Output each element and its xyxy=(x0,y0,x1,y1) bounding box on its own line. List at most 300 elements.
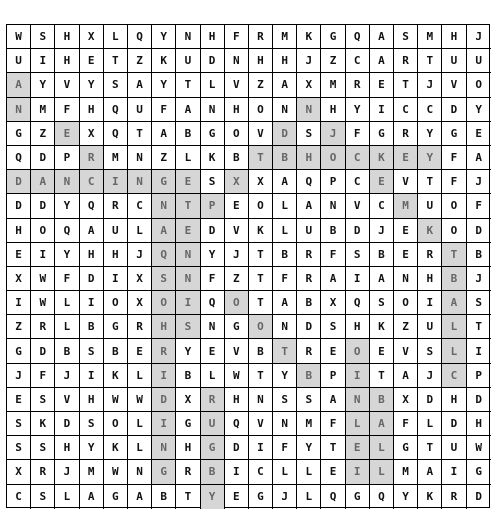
grid-cell[interactable]: Q xyxy=(297,170,321,194)
grid-cell[interactable]: S xyxy=(297,122,321,146)
grid-cell[interactable]: Z xyxy=(152,146,176,170)
grid-cell[interactable]: X xyxy=(128,291,152,315)
grid-cell[interactable]: F xyxy=(225,25,249,49)
grid-cell[interactable]: K xyxy=(104,364,128,388)
grid-cell[interactable]: C xyxy=(442,364,466,388)
grid-cell[interactable]: N xyxy=(249,388,273,412)
grid-cell[interactable]: E xyxy=(7,388,31,412)
grid-cell[interactable]: R xyxy=(297,339,321,363)
grid-cell[interactable]: B xyxy=(104,339,128,363)
grid-cell[interactable]: L xyxy=(104,25,128,49)
grid-cell[interactable]: N xyxy=(128,460,152,484)
grid-cell[interactable]: H xyxy=(297,146,321,170)
grid-cell[interactable]: X xyxy=(80,122,104,146)
grid-cell[interactable]: S xyxy=(7,412,31,436)
grid-cell[interactable]: Y xyxy=(418,122,442,146)
grid-cell[interactable]: E xyxy=(201,339,225,363)
grid-cell[interactable]: F xyxy=(273,436,297,460)
grid-cell[interactable]: T xyxy=(104,49,128,73)
grid-cell[interactable]: E xyxy=(176,170,200,194)
grid-cell[interactable]: S xyxy=(394,25,418,49)
grid-cell[interactable]: V xyxy=(225,73,249,97)
grid-cell[interactable]: H xyxy=(225,388,249,412)
grid-cell[interactable]: U xyxy=(418,194,442,218)
grid-cell[interactable]: P xyxy=(55,146,79,170)
grid-cell[interactable]: R xyxy=(418,243,442,267)
grid-cell[interactable]: O xyxy=(442,219,466,243)
grid-cell[interactable]: O xyxy=(225,122,249,146)
grid-cell[interactable]: F xyxy=(321,243,345,267)
grid-cell[interactable]: A xyxy=(80,219,104,243)
grid-cell[interactable]: K xyxy=(297,25,321,49)
grid-cell[interactable]: T xyxy=(249,146,273,170)
grid-cell[interactable]: A xyxy=(370,412,394,436)
grid-cell[interactable]: T xyxy=(418,436,442,460)
grid-cell[interactable]: L xyxy=(418,412,442,436)
grid-cell[interactable]: Q xyxy=(201,291,225,315)
grid-cell[interactable]: U xyxy=(104,219,128,243)
grid-cell[interactable]: M xyxy=(31,98,55,122)
grid-cell[interactable]: M xyxy=(80,460,104,484)
grid-cell[interactable]: U xyxy=(467,49,491,73)
grid-cell[interactable]: O xyxy=(249,315,273,339)
grid-cell[interactable]: H xyxy=(80,388,104,412)
grid-cell[interactable]: H xyxy=(225,98,249,122)
grid-cell[interactable]: N xyxy=(201,315,225,339)
grid-cell[interactable]: L xyxy=(297,485,321,509)
grid-cell[interactable]: G xyxy=(152,460,176,484)
grid-cell[interactable]: R xyxy=(249,25,273,49)
grid-cell[interactable]: N xyxy=(273,412,297,436)
grid-cell[interactable]: I xyxy=(442,460,466,484)
grid-cell[interactable]: S xyxy=(370,291,394,315)
grid-cell[interactable]: D xyxy=(201,49,225,73)
grid-cell[interactable]: Y xyxy=(467,98,491,122)
grid-cell[interactable]: I xyxy=(176,291,200,315)
grid-cell[interactable]: A xyxy=(321,267,345,291)
grid-cell[interactable]: J xyxy=(55,364,79,388)
grid-cell[interactable]: T xyxy=(273,339,297,363)
grid-cell[interactable]: Z xyxy=(249,73,273,97)
grid-cell[interactable]: L xyxy=(370,460,394,484)
grid-cell[interactable]: K xyxy=(418,219,442,243)
grid-cell[interactable]: C xyxy=(346,146,370,170)
grid-cell[interactable]: G xyxy=(176,412,200,436)
grid-cell[interactable]: X xyxy=(297,73,321,97)
grid-cell[interactable]: H xyxy=(442,388,466,412)
grid-cell[interactable]: F xyxy=(321,412,345,436)
grid-cell[interactable]: B xyxy=(55,339,79,363)
grid-cell[interactable]: I xyxy=(152,412,176,436)
grid-cell[interactable]: O xyxy=(104,412,128,436)
grid-cell[interactable]: J xyxy=(467,25,491,49)
grid-cell[interactable]: A xyxy=(370,25,394,49)
grid-cell[interactable]: T xyxy=(249,364,273,388)
grid-cell[interactable]: S xyxy=(418,339,442,363)
grid-cell[interactable]: L xyxy=(55,485,79,509)
grid-cell[interactable]: A xyxy=(80,485,104,509)
grid-cell[interactable]: L xyxy=(370,436,394,460)
grid-cell[interactable]: E xyxy=(370,339,394,363)
grid-cell[interactable]: W xyxy=(467,436,491,460)
grid-cell[interactable]: U xyxy=(201,412,225,436)
grid-cell[interactable]: J xyxy=(225,243,249,267)
grid-cell[interactable]: B xyxy=(176,122,200,146)
grid-cell[interactable]: G xyxy=(346,485,370,509)
grid-cell[interactable]: X xyxy=(249,170,273,194)
grid-cell[interactable]: C xyxy=(370,194,394,218)
grid-cell[interactable]: N xyxy=(55,170,79,194)
grid-cell[interactable]: L xyxy=(176,146,200,170)
grid-cell[interactable]: F xyxy=(55,98,79,122)
grid-cell[interactable]: M xyxy=(321,73,345,97)
grid-cell[interactable]: T xyxy=(176,194,200,218)
grid-cell[interactable]: J xyxy=(467,267,491,291)
grid-cell[interactable]: V xyxy=(225,219,249,243)
grid-cell[interactable]: E xyxy=(80,49,104,73)
grid-cell[interactable]: F xyxy=(201,267,225,291)
grid-cell[interactable]: A xyxy=(394,364,418,388)
grid-cell[interactable]: O xyxy=(394,291,418,315)
grid-cell[interactable]: D xyxy=(475,490,482,504)
grid-cell[interactable]: R xyxy=(80,146,104,170)
grid-cell[interactable]: C xyxy=(249,460,273,484)
grid-cell[interactable]: A xyxy=(152,122,176,146)
grid-cell[interactable]: H xyxy=(55,49,79,73)
grid-cell[interactable]: Y xyxy=(80,436,104,460)
grid-cell[interactable]: O xyxy=(249,194,273,218)
grid-cell[interactable]: E xyxy=(370,73,394,97)
grid-cell[interactable]: B xyxy=(297,291,321,315)
grid-cell[interactable]: I xyxy=(346,267,370,291)
grid-cell[interactable]: S xyxy=(201,170,225,194)
grid-cell[interactable]: T xyxy=(176,73,200,97)
grid-cell[interactable]: S xyxy=(31,485,55,509)
grid-cell[interactable]: B xyxy=(80,315,104,339)
grid-cell[interactable]: Y xyxy=(152,73,176,97)
grid-cell[interactable]: E xyxy=(55,122,79,146)
grid-cell[interactable]: C xyxy=(418,98,442,122)
grid-cell[interactable]: T xyxy=(394,73,418,97)
grid-cell[interactable]: H xyxy=(7,219,31,243)
grid-cell[interactable]: I xyxy=(370,98,394,122)
grid-cell[interactable]: U xyxy=(7,49,31,73)
grid-cell[interactable]: F xyxy=(31,364,55,388)
grid-cell[interactable]: J xyxy=(370,219,394,243)
grid-cell[interactable]: I xyxy=(104,170,128,194)
grid-cell[interactable]: L xyxy=(128,364,152,388)
grid-cell[interactable]: H xyxy=(80,243,104,267)
grid-cell[interactable]: F xyxy=(442,146,466,170)
grid-cell[interactable]: A xyxy=(321,388,345,412)
grid-cell[interactable]: R xyxy=(31,460,55,484)
grid-cell[interactable]: Y xyxy=(152,25,176,49)
grid-cell[interactable]: S xyxy=(176,315,200,339)
grid-cell[interactable]: W xyxy=(128,388,152,412)
grid-cell[interactable]: G xyxy=(467,460,491,484)
grid-cell[interactable]: H xyxy=(176,436,200,460)
grid-cell[interactable]: X xyxy=(7,460,31,484)
grid-cell[interactable]: W xyxy=(104,388,128,412)
grid-cell[interactable]: G xyxy=(104,485,128,509)
grid-cell[interactable]: M xyxy=(418,25,442,49)
grid-cell[interactable]: D xyxy=(7,194,31,218)
grid-cell[interactable]: W xyxy=(104,460,128,484)
grid-cell[interactable]: G xyxy=(225,315,249,339)
grid-cell[interactable]: D xyxy=(442,98,466,122)
grid-cell[interactable]: A xyxy=(128,73,152,97)
grid-cell[interactable]: A xyxy=(176,98,200,122)
grid-cell[interactable]: H xyxy=(152,315,176,339)
grid-cell[interactable]: H xyxy=(467,412,491,436)
grid-cell[interactable]: V xyxy=(346,194,370,218)
grid-cell[interactable]: Z xyxy=(7,315,31,339)
grid-cell[interactable]: F xyxy=(55,267,79,291)
grid-cell[interactable]: E xyxy=(370,170,394,194)
grid-cell[interactable]: S xyxy=(104,73,128,97)
grid-cell[interactable]: I xyxy=(31,243,55,267)
grid-cell[interactable]: Y xyxy=(201,485,225,509)
grid-cell[interactable]: C xyxy=(128,194,152,218)
grid-cell[interactable]: O xyxy=(31,219,55,243)
grid-cell[interactable]: G xyxy=(104,315,128,339)
grid-cell[interactable]: W xyxy=(225,364,249,388)
grid-cell[interactable]: N xyxy=(176,25,200,49)
grid-cell[interactable]: K xyxy=(201,146,225,170)
grid-cell[interactable]: E xyxy=(321,460,345,484)
grid-cell[interactable]: V xyxy=(55,73,79,97)
grid-cell[interactable]: Z xyxy=(321,49,345,73)
grid-cell[interactable]: Y xyxy=(55,243,79,267)
grid-cell[interactable]: C xyxy=(80,170,104,194)
grid-cell[interactable]: D xyxy=(31,146,55,170)
grid-cell[interactable]: S xyxy=(31,25,55,49)
grid-cell[interactable]: T xyxy=(370,364,394,388)
grid-cell[interactable]: B xyxy=(273,243,297,267)
grid-cell[interactable]: I xyxy=(346,364,370,388)
grid-cell[interactable]: N xyxy=(394,267,418,291)
grid-cell[interactable]: I xyxy=(7,291,31,315)
grid-cell[interactable]: D xyxy=(225,436,249,460)
grid-cell[interactable]: O xyxy=(104,291,128,315)
grid-cell[interactable]: L xyxy=(273,194,297,218)
grid-cell[interactable]: H xyxy=(80,98,104,122)
grid-cell[interactable]: S xyxy=(80,412,104,436)
grid-cell[interactable]: N xyxy=(176,243,200,267)
grid-cell[interactable]: J xyxy=(273,485,297,509)
grid-cell[interactable]: K xyxy=(370,315,394,339)
grid-cell[interactable]: H xyxy=(273,49,297,73)
grid-cell[interactable]: W xyxy=(31,291,55,315)
grid-cell[interactable]: I xyxy=(418,291,442,315)
grid-cell[interactable]: X xyxy=(176,388,200,412)
grid-cell[interactable]: L xyxy=(201,364,225,388)
grid-cell[interactable]: I xyxy=(249,436,273,460)
grid-cell[interactable]: J xyxy=(128,243,152,267)
grid-cell[interactable]: L xyxy=(55,315,79,339)
grid-cell[interactable]: Y xyxy=(31,73,55,97)
grid-cell[interactable]: H xyxy=(321,98,345,122)
grid-cell[interactable]: T xyxy=(176,485,200,509)
grid-cell[interactable]: J xyxy=(321,122,345,146)
grid-cell[interactable]: J xyxy=(467,170,491,194)
grid-cell[interactable]: O xyxy=(321,146,345,170)
grid-cell[interactable]: V xyxy=(394,339,418,363)
grid-cell[interactable]: G xyxy=(442,122,466,146)
grid-cell[interactable]: G xyxy=(370,122,394,146)
grid-cell[interactable]: Q xyxy=(80,194,104,218)
grid-cell[interactable]: A xyxy=(370,49,394,73)
grid-cell[interactable]: C xyxy=(346,170,370,194)
grid-cell[interactable]: U xyxy=(297,219,321,243)
grid-cell[interactable]: N xyxy=(273,98,297,122)
grid-cell[interactable]: Q xyxy=(346,291,370,315)
grid-cell[interactable]: D xyxy=(273,122,297,146)
grid-cell[interactable]: R xyxy=(346,73,370,97)
grid-cell[interactable]: N xyxy=(201,98,225,122)
grid-cell[interactable]: U xyxy=(418,315,442,339)
grid-cell[interactable]: H xyxy=(442,25,466,49)
grid-cell[interactable]: Z xyxy=(394,315,418,339)
grid-cell[interactable]: N xyxy=(152,194,176,218)
grid-cell[interactable]: S xyxy=(31,436,55,460)
grid-cell[interactable]: H xyxy=(55,436,79,460)
grid-cell[interactable]: H xyxy=(346,315,370,339)
grid-cell[interactable]: U xyxy=(176,49,200,73)
grid-cell[interactable]: J xyxy=(7,364,31,388)
grid-cell[interactable]: Q xyxy=(346,25,370,49)
grid-cell[interactable]: T xyxy=(249,243,273,267)
grid-cell[interactable]: O xyxy=(442,194,466,218)
grid-cell[interactable]: Z xyxy=(225,267,249,291)
grid-cell[interactable]: X xyxy=(321,291,345,315)
grid-cell[interactable]: D xyxy=(7,170,31,194)
grid-cell[interactable]: D xyxy=(80,267,104,291)
grid-cell[interactable]: S xyxy=(31,388,55,412)
grid-cell[interactable]: I xyxy=(80,364,104,388)
grid-cell[interactable]: B xyxy=(321,219,345,243)
grid-cell[interactable]: I xyxy=(225,460,249,484)
grid-cell[interactable]: E xyxy=(394,219,418,243)
grid-cell[interactable]: A xyxy=(152,219,176,243)
grid-cell[interactable]: K xyxy=(104,436,128,460)
grid-cell[interactable]: V xyxy=(55,388,79,412)
grid-cell[interactable]: N xyxy=(128,170,152,194)
grid-cell[interactable]: R xyxy=(152,339,176,363)
grid-cell[interactable]: Q xyxy=(104,98,128,122)
grid-cell[interactable]: N xyxy=(346,388,370,412)
grid-cell[interactable]: B xyxy=(467,243,491,267)
grid-cell[interactable]: E xyxy=(394,146,418,170)
grid-cell[interactable]: F xyxy=(467,194,491,218)
grid-cell[interactable]: D xyxy=(201,219,225,243)
grid-cell[interactable]: Y xyxy=(201,243,225,267)
grid-cell[interactable]: A xyxy=(442,291,466,315)
grid-cell[interactable]: S xyxy=(467,291,491,315)
grid-cell[interactable]: R xyxy=(201,388,225,412)
grid-cell[interactable]: N xyxy=(321,194,345,218)
grid-cell[interactable]: S xyxy=(321,315,345,339)
grid-cell[interactable]: T xyxy=(321,436,345,460)
grid-cell[interactable]: D xyxy=(31,339,55,363)
grid-cell[interactable]: R xyxy=(104,194,128,218)
grid-cell[interactable]: R xyxy=(297,267,321,291)
grid-cell[interactable]: A xyxy=(273,170,297,194)
grid-cell[interactable]: Z xyxy=(31,122,55,146)
grid-cell[interactable]: F xyxy=(273,267,297,291)
grid-cell[interactable]: A xyxy=(128,485,152,509)
grid-cell[interactable]: R xyxy=(31,315,55,339)
grid-cell[interactable]: P xyxy=(201,194,225,218)
grid-cell[interactable]: B xyxy=(152,485,176,509)
grid-cell[interactable]: O xyxy=(225,291,249,315)
grid-cell[interactable]: E xyxy=(321,339,345,363)
grid-cell[interactable]: O xyxy=(249,98,273,122)
grid-cell[interactable]: X xyxy=(225,170,249,194)
grid-cell[interactable]: E xyxy=(467,122,491,146)
grid-cell[interactable]: L xyxy=(297,460,321,484)
grid-cell[interactable]: C xyxy=(7,485,31,509)
grid-cell[interactable]: D xyxy=(467,388,491,412)
grid-cell[interactable]: N xyxy=(297,98,321,122)
grid-cell[interactable]: D xyxy=(55,412,79,436)
grid-cell[interactable]: B xyxy=(201,460,225,484)
grid-cell[interactable]: O xyxy=(152,291,176,315)
grid-cell[interactable]: A xyxy=(467,146,491,170)
grid-cell[interactable]: K xyxy=(249,219,273,243)
grid-cell[interactable]: Y xyxy=(346,98,370,122)
grid-cell[interactable]: E xyxy=(128,339,152,363)
grid-cell[interactable]: L xyxy=(442,339,466,363)
grid-cell[interactable]: Q xyxy=(104,122,128,146)
grid-cell[interactable]: L xyxy=(346,412,370,436)
grid-cell[interactable]: J xyxy=(418,73,442,97)
grid-cell[interactable]: T xyxy=(249,291,273,315)
grid-cell[interactable]: K xyxy=(370,146,394,170)
grid-cell[interactable]: E xyxy=(225,485,249,509)
grid-cell[interactable]: O xyxy=(346,339,370,363)
grid-cell[interactable]: A xyxy=(7,73,31,97)
grid-cell[interactable]: K xyxy=(31,412,55,436)
grid-cell[interactable]: H xyxy=(104,243,128,267)
grid-cell[interactable]: H xyxy=(418,267,442,291)
grid-cell[interactable]: Y xyxy=(80,73,104,97)
grid-cell[interactable]: B xyxy=(370,388,394,412)
grid-cell[interactable]: J xyxy=(55,460,79,484)
grid-cell[interactable]: Q xyxy=(7,146,31,170)
grid-cell[interactable]: L xyxy=(128,219,152,243)
grid-cell[interactable]: B xyxy=(225,146,249,170)
grid-cell[interactable]: D xyxy=(418,388,442,412)
grid-cell[interactable]: X xyxy=(80,25,104,49)
grid-cell[interactable]: N xyxy=(225,49,249,73)
grid-cell[interactable]: A xyxy=(297,194,321,218)
grid-cell[interactable]: N xyxy=(152,436,176,460)
grid-cell[interactable]: S xyxy=(273,388,297,412)
grid-cell[interactable]: S xyxy=(80,339,104,363)
grid-cell[interactable]: Q xyxy=(225,412,249,436)
grid-cell[interactable]: B xyxy=(370,243,394,267)
grid-cell[interactable]: I xyxy=(152,364,176,388)
grid-cell[interactable]: J xyxy=(418,364,442,388)
grid-cell[interactable]: U xyxy=(442,49,466,73)
grid-cell[interactable]: M xyxy=(394,194,418,218)
grid-cell[interactable]: R xyxy=(394,122,418,146)
grid-cell[interactable]: Y xyxy=(176,339,200,363)
grid-cell[interactable]: F xyxy=(346,122,370,146)
grid-cell[interactable]: I xyxy=(467,339,491,363)
grid-cell[interactable]: M xyxy=(273,25,297,49)
